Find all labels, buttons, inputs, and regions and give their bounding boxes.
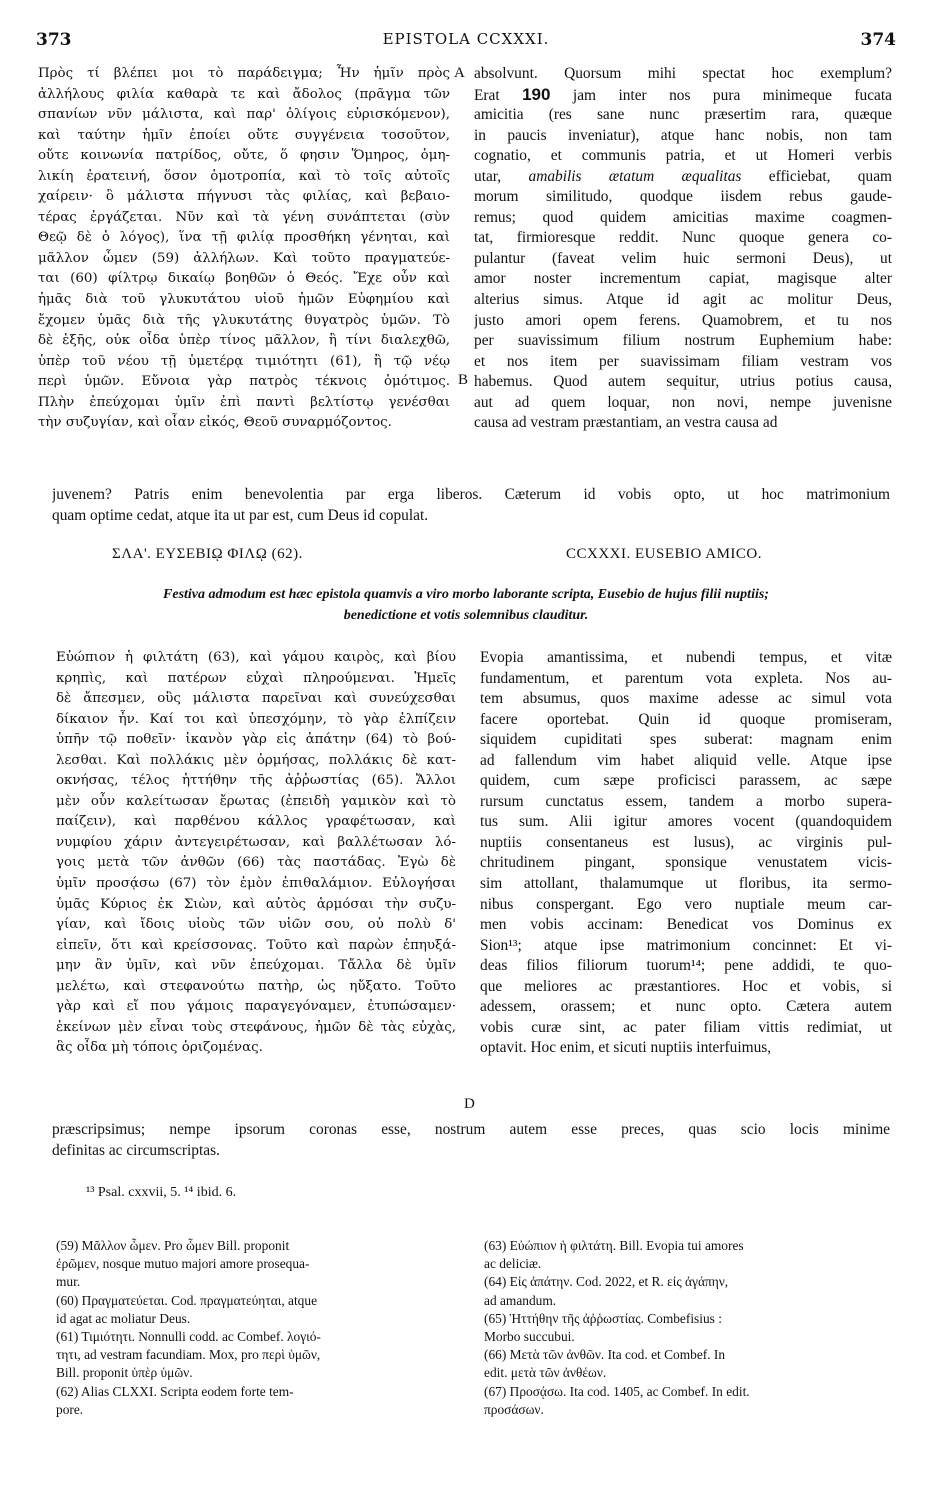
latin-text-line: amicitia (res sane nunc præsertim rara, quæque [474, 106, 892, 124]
latin-text-line: sim attollant, thalamumque ut floribus, ita sermo- [480, 875, 892, 893]
latin-text-line: chritudinem pingant, sponsique venustatem vicis- [480, 854, 892, 872]
latin-text-line: Erat 190 jam inter nos pura minimeque fucata [474, 84, 892, 104]
latin-column-bottom [480, 648, 892, 1059]
greek-letter-heading: ΣΛΑ'. ΕΥΣΕΒΙῼ ΦΙΛῼ (62). [112, 546, 303, 562]
margin-marker-a: A [454, 65, 465, 81]
latin-text-line: fundamentum, et parentum vota expleta. Nos au- [480, 669, 892, 687]
footnote-line: id agat ac moliatur Deus. [56, 1310, 191, 1326]
footnote-line: ἐρῶμεν, nosque mutuo majori amore prosequa- [56, 1256, 310, 1272]
footnote-line: edit. μετὰ τῶν ἀνθέων. [484, 1365, 607, 1381]
greek-text-line: λικίη ἐρατεινή, ὅσον ὁμοτροπία, καὶ τὸ τοῖς αὐτοῖς [38, 168, 450, 184]
latin-text-line: adessem, orassem; et nunc opto. Cætera autem [480, 998, 892, 1016]
quoted-phrase: amabilis ætatum æqualitas [528, 167, 742, 185]
latin-text-line: tat, firmioresque reddit. Nunc quoque genera co- [474, 229, 892, 247]
footnote-line: (60) Πραγματεύεται. Cod. πραγματεύηται, atque [56, 1292, 318, 1308]
greek-text-line: ἔχομεν ὑμᾶς διὰ τῆς γλυκυτάτης θυγατρὸς ὑμῶν. Τὸ [38, 312, 450, 328]
footnote-line: ad amandum. [484, 1292, 557, 1308]
latin-column-top [474, 64, 892, 434]
footnote-line: Morbo succubui. [484, 1329, 575, 1345]
greek-column-top [38, 64, 450, 434]
column-number: 190 [522, 84, 551, 104]
latin-text-line: men vobis accinam: Benedicat vos Dominus ex [480, 916, 892, 934]
latin-text-line: quidem, cum sæpe proficisci parassem, ac sæpe [480, 772, 892, 790]
greek-text-line: εἰπεῖν, ὅτι καὶ κρείσσονας. Τοῦτο καὶ παρὼν ἐπηυξά- [56, 937, 456, 953]
footnote-line: (62) Alias CLXXI. Scripta eodem forte tem- [56, 1383, 294, 1399]
greek-text-line: δὲ ἑξῆς, οὐκ οἶδα ὑπὲρ τίνος μᾶλλον, ἢ τίνι διαλεχθῶ, [38, 333, 450, 349]
greek-text-line: μην ἂν ὑμῖν, καὶ νῦν ἐπεύχομαι. Τἄλλα δὲ ὑμῖν [56, 958, 456, 974]
latin-text-line: ad fallendum vim habet aliquid velle. Atque ipse [480, 751, 892, 769]
footnote-line: ac deliciæ. [484, 1256, 542, 1272]
text-line: præscripsimus; nempe ipsorum coronas esse, nostrum autem esse preces, quas scio locis minime [52, 1121, 890, 1138]
full-width-text-top [52, 484, 890, 525]
greek-text-line: τέρας ἐργάζεται. Νῦν καὶ τὰ γένη συνάπτεται (σὺν [38, 209, 450, 225]
greek-text-line: ἀλλήλους φιλία καθαρὰ τε καὶ ἄδολος (πρᾶγμα τῶν [38, 86, 450, 102]
footnote-line: τητι, ad vestram facundiam. Mox, pro περὶ ὑμῶν, [56, 1347, 321, 1363]
greek-text-line: ὑμᾶς Κύριος ἐκ Σιὼν, καὶ αὐτὸς ἁρμόσαι τὴν συζυ- [56, 896, 456, 912]
greek-text-line: γὰρ καὶ εἴ που γάμοις παραγεγόναμεν, ἐτυπώσαμεν· [56, 999, 456, 1015]
greek-text-line: κρηπὶς, καὶ πατέρων εὐχαὶ πληρούμεναι. Ἡμεῖς [56, 670, 456, 686]
greek-column-bottom [56, 648, 456, 1059]
footnotes-right [484, 1237, 894, 1419]
latin-text-line: morum similitudo, quodque iisdem rebus gaude- [474, 188, 892, 206]
latin-text-line: alterius simus. Atque id agit ac molitur Deus, [474, 291, 892, 309]
latin-text-line: per suavissimum filium nostrum Euphemium habe: [474, 332, 892, 350]
full-width-text-bottom [52, 1119, 890, 1160]
latin-text-line: utar, amabilis ætatum æqualitas efficiebat, quam [474, 167, 892, 185]
latin-text-line: amor noster incrementum capiat, magisque alter [474, 270, 892, 288]
scripture-references: ¹³ Psal. cxxvii, 5. ¹⁴ ibid. 6. [86, 1185, 237, 1200]
greek-text-line: περὶ ὑμῶν. Εὔνοια γὰρ πατρὸς τέκνοις ὁμότιμος. [38, 374, 450, 390]
text-line: juvenem? Patris enim benevolentia par erga liberos. Cæterum id vobis opto, ut hoc matrimonium [52, 486, 890, 503]
latin-text-line: habemus. Quod autem sequitur, utrius potius causa, [474, 373, 892, 391]
footnote-line: προσάσων. [484, 1401, 544, 1417]
text-line: definitas ac circumscriptas. [52, 1141, 220, 1159]
greek-text-line: καὶ ταύτην ἡμῖν ἐποίει οὔτε συγγένεια τοσοῦτον, [38, 127, 450, 143]
footnote-line: pore. [56, 1401, 84, 1417]
footnote-line: (59) Μᾶλλον ὦμεν. Pro ὦμεν Bill. proponit [56, 1238, 290, 1253]
greek-text-line: σπανίων νῦν μάλιστα, καὶ παρ' ὀλίγοις εὑρισκόμενον), [38, 107, 450, 123]
latin-text-line: Evopia amantissima, et nubendi tempus, et vitæ [480, 649, 892, 666]
margin-marker-b: B [458, 372, 469, 388]
greek-text-line: τὴν συζυγίαν, καὶ οἷαν εἰκός, Θεοῦ συναρμόζοντος. [38, 415, 392, 431]
latin-letter-heading: CCXXXI. EUSEBIO AMICO. [566, 546, 763, 562]
latin-text-line: absolvunt. Quorsum mihi spectat hoc exemplum? [474, 65, 892, 82]
greek-text-line: οὔτε κοινωνία πατρίδος, οὔτε, ὅ φησιν Ὅμηρος, ὁμη- [38, 148, 450, 164]
greek-text-line: Εὐώπιον ἡ φιλτάτη (63), καὶ γάμου καιρὸς, καὶ βίου [56, 650, 456, 665]
greek-text-line: λεσθαι. Καὶ πολλάκις μὲν ὁρμήσας, πολλάκις δὲ κατ- [56, 752, 456, 768]
latin-text-line: causa ad vestram præstantiam, an vestra causa ad [474, 414, 778, 432]
latin-text-line: et nos item per suavissimam filiam vestram vos [474, 352, 892, 370]
footnote-line: (67) Προσᾴσω. Ita cod. 1405, ac Combef. In edit. [484, 1383, 750, 1399]
latin-text-line: facere oportebat. Quin id quoque promiseram, [480, 710, 892, 728]
footnote-line: Bill. proponit ὑπὲρ ὑμῶν. [56, 1365, 193, 1381]
greek-text-line: μᾶλλον ὦμεν (59) ἀλλήλων. Καὶ τοῦτο πραγματεύε- [38, 250, 450, 266]
greek-text-line: δίκαιον ἦν. Καί τοι καὶ ὑπεσχόμην, τὸ γὰρ ἐλπίζειν [56, 711, 456, 727]
page-number-right: 374 [860, 30, 896, 50]
greek-text-line: Θεῷ δὲ ὁ λόγος), ἵνα τῇ φιλίᾳ προσθήκη γένηται, καὶ [38, 230, 450, 246]
greek-text-line: μελέτω, καὶ στεφανούτω πατὴρ, ὡς ηὔξατο. Τοῦτο [56, 978, 456, 994]
latin-text-line: justo amori opem ferens. Quamobrem, et tu nos [474, 311, 892, 329]
footnote-line: (65) Ἡττήθην τῆς ἀῤῥωστίας. Combefisius : [484, 1310, 722, 1326]
letter-summary [40, 586, 892, 627]
text-line: quam optime cedat, atque ita ut par est, cum Deus id copulat. [52, 506, 429, 524]
greek-text-line: ὑπῆν τῷ ποθεῖν· ἱκανὸν γὰρ εἰς ἀπάτην (64) τὸ βού- [56, 732, 456, 748]
latin-text-line: optavit. Hoc enim, et sicuti nuptiis interfuimus, [480, 1039, 772, 1057]
summary-line: Festiva admodum est hæc epistola quamvis a viro morbo laborante scripta, Eusebio de hujus filii nuptiis; [163, 587, 769, 602]
footnote-line: (63) Εὐώπιον ἡ φιλτάτη. Bill. Evopia tui amores [484, 1238, 744, 1253]
greek-text-line: ὑπὲρ τοῦ νέου τῇ ὑμετέρᾳ τιμιότητι (61), ἢ τῷ νέῳ [38, 353, 450, 369]
footnote-line: (61) Τιμιότητι. Nonnulli codd. ac Combef. λογιό- [56, 1329, 321, 1345]
footnote-line: (64) Εἰς ἀπάτην. Cod. 2022, et R. εἰς ἀγάπην, [484, 1274, 729, 1290]
latin-text-line: remus; quod quidem amicitias maxime coagmen- [474, 208, 892, 226]
greek-text-line: παίζειν), καὶ παρθένου κάλλος γραφέτωσαν, καὶ [56, 814, 456, 830]
greek-text-line: ὑμῖν προσᾴσω (67) τὸν ἐμὸν ἐπιθαλάμιον. Εὐλογήσαι [56, 876, 456, 892]
page-number-left: 373 [36, 30, 72, 50]
greek-text-line: γοις μετὰ τῶν ἀνθῶν (66) τὰς παστάδας. Ἐγὼ δὲ [56, 855, 456, 871]
latin-text-line: tus sum. Alii igitur amores vocent (quandoquidem [480, 813, 892, 831]
latin-text-line: vobis curæ sint, ac pater filiam vittis redimiat, ut [480, 1018, 892, 1036]
greek-text-line: ἃς οἶδα μὴ τόποις ὁριζομένας. [56, 1040, 263, 1056]
margin-marker-d: D [464, 1096, 475, 1112]
greek-text-line: δὲ ἄπεσμεν, οὓς μάλιστα παρεῖναι καὶ συνεύχεσθαι [56, 691, 456, 707]
latin-text-line: pulantur (faveat velim huic sermoni Deus), ut [474, 249, 892, 267]
greek-text-line: μὲν οὖν καλείτωσαν ἔρωτας (ἐπειδὴ γαμικὸν καὶ τὸ [56, 793, 456, 809]
greek-text-line: νυμφίου χάριν ἀντεγειρέτωσαν, καὶ βαλλέτωσαν λό- [56, 834, 456, 850]
greek-text-line: ἡμᾶς διὰ τοῦ γλυκυτάτου υἱοῦ ἡμῶν Εὐφημίου καὶ [38, 292, 450, 308]
latin-text-line: nuptiis consentaneus est lusus), ac virginis pul- [480, 833, 892, 851]
greek-text-line: χαίρειν· ὃ μάλιστα πήγνυσι τὰς φιλίας, καὶ βεβαιο- [38, 189, 450, 205]
latin-text-line: tem absumus, quos maxime adesse ac simul vota [480, 690, 892, 708]
greek-text-line: Πλὴν ἐπεύχομαι ὑμῖν ἐπὶ παντὶ βελτίστῳ γενέσθαι [38, 394, 450, 410]
latin-text-line: Sion¹³; atque ipse matrimonium concinnet: Et vi- [480, 936, 892, 954]
summary-line: benedictione et votis solemnibus clauditur. [343, 607, 589, 623]
footnotes-left [56, 1237, 458, 1419]
latin-text-line: que meliores ac præstantiores. Hoc et vobis, si [480, 977, 892, 995]
footnote-line: mur. [56, 1274, 81, 1290]
greek-text-line: Πρὸς τί βλέπει μοι τὸ παράδειγμα; Ἦν ἡμῖν πρὸς [38, 66, 450, 81]
greek-text-line: ται (60) φίλτρῳ δικαίῳ βοηθῶν ὁ Θεός. Ἔχε οὖν καὶ [38, 271, 450, 287]
greek-text-line: οκνήσας, τέλος ἡττήθην τῆς ἀῤῥωστίας (65). Ἄλλοι [56, 773, 456, 789]
latin-text-line: deas filios filiorum tuorum¹⁴; pene addidi, te quo- [480, 957, 892, 975]
footnote-line: (66) Μετὰ τῶν ἀνθῶν. Ita cod. et Combef. In [484, 1347, 726, 1363]
latin-text-line: nibus conspergant. Ego vero nuptiale meum car- [480, 895, 892, 913]
latin-text-line: cognatio, et communis patria, et ut Homeri verbis [474, 147, 892, 165]
latin-text-line: rursum cunctatus essem, tandem a morbo supera- [480, 792, 892, 810]
latin-text-line: aut ad quem loquar, non novi, nempe juvenisne [474, 393, 892, 411]
greek-text-line: ἐκείνων μὲν εἶναι τοὺς στεφάνους, ἡμῶν δὲ τὰς εὐχὰς, [56, 1019, 456, 1035]
page-title: EPISTOLA CCXXXI. [382, 30, 550, 48]
latin-text-line: siquidem cupiditati spes suberat: magnam enim [480, 731, 892, 749]
greek-text-line: γίαν, καὶ ἴδοις υἱοὺς τῶν υἱῶν σου, οὐ πολὺ δ' [56, 917, 456, 933]
running-head [36, 30, 896, 54]
latin-text-line: in paucis inveniatur), atque hanc nobis, non tam [474, 126, 892, 144]
